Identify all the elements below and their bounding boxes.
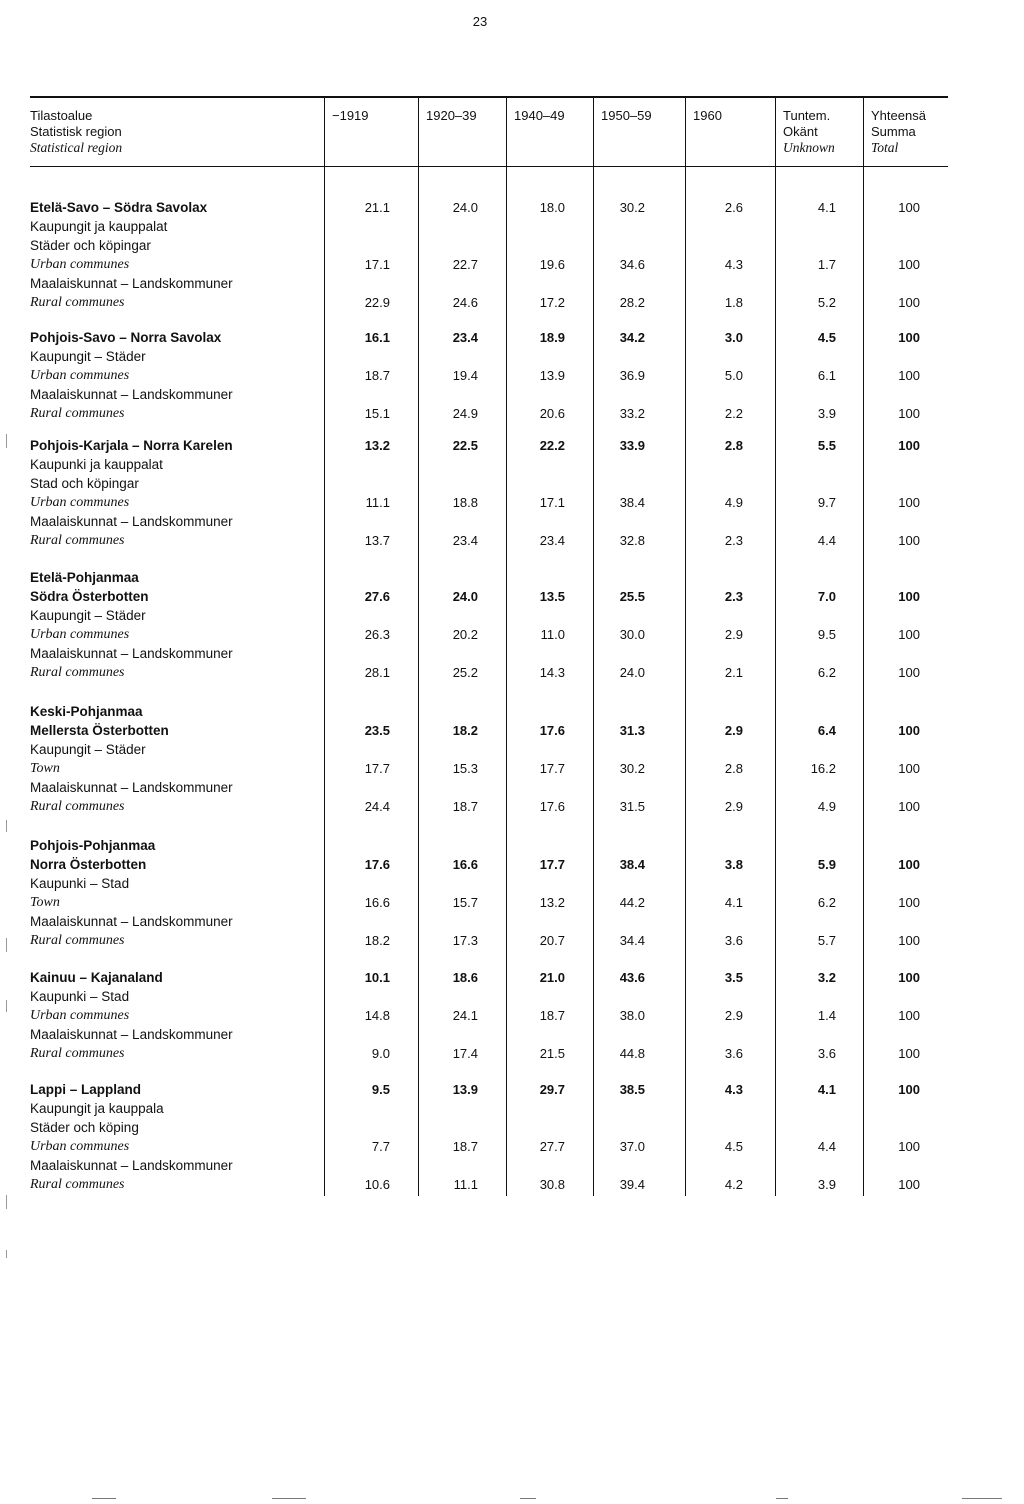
cell-value: 4.3 [724, 257, 743, 272]
table-row [30, 200, 948, 218]
region-label-line: Rural communes [30, 295, 125, 310]
region-label-line: Town [30, 895, 60, 910]
cell-value: 22.7 [452, 257, 478, 272]
cell-value: 38.5 [619, 1082, 645, 1097]
cell-value: 19.4 [452, 368, 478, 383]
table-row [30, 627, 948, 645]
header-col-1 [332, 108, 369, 124]
scan-bottom-mark [520, 1498, 536, 1499]
cell-value: 9.5 [371, 1082, 390, 1097]
cell-value: 24.0 [619, 665, 645, 680]
region-label-line: Rural communes [30, 665, 125, 680]
cell-value: 19.6 [539, 257, 565, 272]
cell-value: 1.8 [724, 295, 743, 310]
scan-margin-mark [6, 1195, 7, 1209]
cell-value: 13.5 [539, 589, 565, 604]
region-label-line: Stad och köpingar [30, 476, 139, 491]
cell-value: 17.6 [539, 723, 565, 738]
cell-value: 100 [898, 330, 920, 345]
region-label-line: Urban communes [30, 627, 130, 642]
region-label-line: Rural communes [30, 799, 125, 814]
cell-value: 17.3 [452, 933, 478, 948]
cell-value: 13.2 [539, 895, 565, 910]
cell-value: 28.2 [619, 295, 645, 310]
cell-value: 100 [898, 857, 920, 872]
cell-value: 17.1 [364, 257, 390, 272]
table-row [30, 406, 948, 424]
cell-value: 30.2 [619, 200, 645, 215]
region-label-line: Pohjois-Savo – Norra Savolax [30, 330, 222, 345]
table-row [30, 1008, 948, 1026]
region-label-line: Etelä-Savo – Södra Savolax [30, 200, 208, 215]
cell-value: 34.4 [619, 933, 645, 948]
cell-value: 3.8 [724, 857, 743, 872]
cell-value: 17.7 [539, 857, 565, 872]
cell-value: 16.6 [452, 857, 478, 872]
cell-value: 9.5 [817, 627, 836, 642]
cell-value: 2.2 [724, 406, 743, 421]
cell-value: 100 [898, 1008, 920, 1023]
header-col-2 [426, 108, 477, 124]
cell-value: 5.5 [817, 438, 836, 453]
header-region [30, 108, 122, 156]
table-row [30, 799, 948, 817]
cell-value: 16.1 [364, 330, 390, 345]
cell-value: 2.8 [724, 761, 743, 776]
table-row [30, 1177, 948, 1195]
region-label-line: Kaupunki – Stad [30, 876, 130, 891]
cell-value: 3.5 [724, 970, 743, 985]
cell-value: 100 [898, 533, 920, 548]
region-label-line: Lappi – Lappland [30, 1082, 142, 1097]
cell-value: 20.6 [539, 406, 565, 421]
scan-margin-mark [6, 434, 7, 448]
region-label-line: Kaupungit – Städer [30, 742, 146, 757]
cell-value: 1.4 [817, 1008, 836, 1023]
region-label-line: Kaupungit ja kauppalat [30, 219, 168, 234]
region-label-line: Städer och köpingar [30, 238, 151, 253]
cell-value: 3.2 [817, 970, 836, 985]
scan-bottom-mark [92, 1498, 116, 1499]
cell-value: 100 [898, 1082, 920, 1097]
cell-value: 17.1 [539, 495, 565, 510]
region-label-line: Urban communes [30, 1139, 130, 1154]
cell-value: 100 [898, 761, 920, 776]
header-col-7-line-3: Total [871, 140, 899, 155]
table-row [30, 1082, 948, 1100]
cell-value: 2.1 [724, 665, 743, 680]
cell-value: 17.6 [539, 799, 565, 814]
cell-value: 3.9 [817, 1177, 836, 1192]
region-label-line: Maalaiskunnat – Landskommuner [30, 646, 233, 661]
cell-value: 13.9 [539, 368, 565, 383]
region-label-line: Rural communes [30, 1177, 125, 1192]
cell-value: 15.7 [452, 895, 478, 910]
region-label-line: Maalaiskunnat – Landskommuner [30, 914, 233, 929]
header-bottom-rule [30, 166, 948, 167]
cell-value: 34.6 [619, 257, 645, 272]
cell-value: 31.3 [619, 723, 645, 738]
cell-value: 24.1 [452, 1008, 478, 1023]
cell-value: 3.6 [724, 933, 743, 948]
cell-value: 6.2 [817, 895, 836, 910]
scan-margin-mark [6, 1000, 7, 1012]
cell-value: 24.6 [452, 295, 478, 310]
header-col-7 [871, 108, 926, 156]
cell-value: 100 [898, 970, 920, 985]
header-col-6-line-3: Unknown [783, 140, 835, 155]
table-row [30, 933, 948, 951]
region-label-line: Town [30, 761, 60, 776]
cell-value: 17.6 [364, 857, 390, 872]
cell-value: 22.2 [539, 438, 565, 453]
table-row [30, 330, 948, 348]
table-row [30, 761, 948, 779]
cell-value: 18.0 [539, 200, 565, 215]
header-col-7-line-1: Yhteensä [871, 108, 926, 123]
cell-value: 4.1 [817, 1082, 836, 1097]
cell-value: 28.1 [364, 665, 390, 680]
region-label-line: Städer och köping [30, 1120, 139, 1135]
table-top-rule [30, 96, 948, 98]
cell-value: 3.6 [724, 1046, 743, 1061]
cell-value: 22.5 [452, 438, 478, 453]
cell-value: 17.7 [539, 761, 565, 776]
cell-value: 100 [898, 200, 920, 215]
header-region-sv: Statistisk region [30, 124, 122, 139]
region-label-line: Keski-Pohjanmaa [30, 704, 143, 719]
cell-value: 20.7 [539, 933, 565, 948]
cell-value: 100 [898, 1177, 920, 1192]
header-col-6-line-2: Okänt [783, 124, 818, 139]
cell-value: 43.6 [619, 970, 645, 985]
cell-value: 37.0 [619, 1139, 645, 1154]
header-col-3 [514, 108, 565, 124]
cell-value: 18.7 [364, 368, 390, 383]
cell-value: 10.1 [364, 970, 390, 985]
region-label-line: Kaupunki – Stad [30, 989, 130, 1004]
cell-value: 2.9 [724, 723, 743, 738]
region-label-line: Kaupungit ja kauppala [30, 1101, 164, 1116]
table-row [30, 1046, 948, 1064]
cell-value: 16.2 [810, 761, 836, 776]
cell-value: 100 [898, 406, 920, 421]
cell-value: 7.7 [371, 1139, 390, 1154]
scan-margin-mark [6, 820, 7, 832]
region-label-line: Etelä-Pohjanmaa [30, 570, 139, 585]
region-label-line: Maalaiskunnat – Landskommuner [30, 1027, 233, 1042]
header-col-1-line-1: −1919 [332, 108, 369, 123]
cell-value: 5.9 [817, 857, 836, 872]
cell-value: 18.6 [452, 970, 478, 985]
cell-value: 100 [898, 723, 920, 738]
cell-value: 25.2 [452, 665, 478, 680]
cell-value: 38.4 [619, 495, 645, 510]
cell-value: 23.5 [364, 723, 390, 738]
cell-value: 18.7 [452, 1139, 478, 1154]
table-row [30, 895, 948, 913]
cell-value: 44.2 [619, 895, 645, 910]
region-label-line: Kaupunki ja kauppalat [30, 457, 163, 472]
cell-value: 4.1 [817, 200, 836, 215]
cell-value: 9.0 [371, 1046, 390, 1061]
cell-value: 14.3 [539, 665, 565, 680]
region-label-line: Urban communes [30, 368, 130, 383]
cell-value: 100 [898, 295, 920, 310]
cell-value: 9.7 [817, 495, 836, 510]
table-row [30, 495, 948, 513]
region-label-line: Urban communes [30, 1008, 130, 1023]
table-row [30, 665, 948, 683]
cell-value: 17.7 [364, 761, 390, 776]
cell-value: 32.8 [619, 533, 645, 548]
cell-value: 3.0 [724, 330, 743, 345]
cell-value: 15.3 [452, 761, 478, 776]
region-label-line: Mellersta Österbotten [30, 723, 169, 738]
scan-margin-mark [6, 1250, 7, 1258]
cell-value: 4.3 [724, 1082, 743, 1097]
cell-value: 4.9 [724, 495, 743, 510]
cell-value: 100 [898, 368, 920, 383]
cell-value: 5.2 [817, 295, 836, 310]
header-col-4-line-1: 1950–59 [601, 108, 652, 123]
cell-value: 11.1 [365, 495, 390, 510]
cell-value: 38.0 [619, 1008, 645, 1023]
region-label-line: Rural communes [30, 933, 125, 948]
cell-value: 100 [898, 895, 920, 910]
cell-value: 22.9 [364, 295, 390, 310]
cell-value: 1.7 [817, 257, 836, 272]
cell-value: 4.4 [817, 1139, 836, 1154]
cell-value: 14.8 [364, 1008, 390, 1023]
cell-value: 100 [898, 627, 920, 642]
region-label-line: Södra Österbotten [30, 589, 149, 604]
cell-value: 6.2 [817, 665, 836, 680]
header-col-3-line-1: 1940–49 [514, 108, 565, 123]
cell-value: 18.2 [364, 933, 390, 948]
region-label-line: Norra Österbotten [30, 857, 147, 872]
region-label-line: Rural communes [30, 533, 125, 548]
region-label-line: Pohjois-Karjala – Norra Karelen [30, 438, 233, 453]
region-label-line: Maalaiskunnat – Landskommuner [30, 780, 233, 795]
header-col-6 [783, 108, 835, 156]
cell-value: 13.2 [364, 438, 390, 453]
header-col-5-line-1: 1960 [693, 108, 722, 123]
cell-value: 39.4 [619, 1177, 645, 1192]
scan-bottom-mark [776, 1498, 788, 1499]
cell-value: 23.4 [452, 533, 478, 548]
table-row [30, 1139, 948, 1157]
cell-value: 36.9 [619, 368, 645, 383]
cell-value: 2.3 [724, 589, 743, 604]
table-row [30, 368, 948, 386]
scan-margin-mark [6, 938, 7, 952]
cell-value: 2.8 [724, 438, 743, 453]
cell-value: 30.8 [539, 1177, 565, 1192]
region-label-line: Rural communes [30, 1046, 125, 1061]
scan-bottom-mark [962, 1498, 1002, 1499]
cell-value: 16.6 [364, 895, 390, 910]
header-col-2-line-1: 1920–39 [426, 108, 477, 123]
cell-value: 3.6 [817, 1046, 836, 1061]
table-row [30, 723, 948, 741]
cell-value: 44.8 [619, 1046, 645, 1061]
region-label-line: Maalaiskunnat – Landskommuner [30, 276, 233, 291]
cell-value: 38.4 [619, 857, 645, 872]
cell-value: 13.9 [452, 1082, 478, 1097]
header-col-7-line-2: Summa [871, 124, 916, 139]
region-label-line: Rural communes [30, 406, 125, 421]
cell-value: 100 [898, 438, 920, 453]
cell-value: 2.3 [724, 533, 743, 548]
table-row [30, 438, 948, 456]
cell-value: 100 [898, 495, 920, 510]
cell-value: 15.1 [364, 406, 390, 421]
cell-value: 5.7 [817, 933, 836, 948]
cell-value: 27.6 [364, 589, 390, 604]
region-label-line: Kaupungit – Städer [30, 608, 146, 623]
cell-value: 23.4 [452, 330, 478, 345]
cell-value: 10.6 [364, 1177, 390, 1192]
page-number: 23 [472, 14, 488, 29]
cell-value: 4.4 [817, 533, 836, 548]
table-row [30, 589, 948, 607]
cell-value: 23.4 [539, 533, 565, 548]
cell-value: 4.5 [817, 330, 836, 345]
cell-value: 18.7 [539, 1008, 565, 1023]
cell-value: 26.3 [364, 627, 390, 642]
region-label-line: Kainuu – Kajanaland [30, 970, 163, 985]
cell-value: 24.4 [364, 799, 390, 814]
cell-value: 24.0 [452, 589, 478, 604]
data-table [30, 96, 948, 1196]
cell-value: 29.7 [539, 1082, 565, 1097]
header-region-fi: Tilastoalue [30, 108, 93, 123]
cell-value: 34.2 [619, 330, 645, 345]
cell-value: 30.0 [619, 627, 645, 642]
region-label-line: Maalaiskunnat – Landskommuner [30, 514, 233, 529]
table-row [30, 533, 948, 551]
header-col-6-line-1: Tuntem. [783, 108, 831, 123]
table-row [30, 257, 948, 275]
cell-value: 3.9 [817, 406, 836, 421]
header-col-5 [693, 108, 722, 124]
cell-value: 18.7 [452, 799, 478, 814]
table-row [30, 970, 948, 988]
cell-value: 100 [898, 1139, 920, 1154]
cell-value: 18.2 [452, 723, 478, 738]
cell-value: 2.6 [724, 200, 743, 215]
region-label-line: Urban communes [30, 257, 130, 272]
header-region-en: Statistical region [30, 140, 123, 155]
cell-value: 18.9 [539, 330, 565, 345]
region-label-line: Pohjois-Pohjanmaa [30, 838, 156, 853]
cell-value: 30.2 [619, 761, 645, 776]
cell-value: 100 [898, 257, 920, 272]
cell-value: 33.2 [619, 406, 645, 421]
region-label-line: Urban communes [30, 495, 130, 510]
cell-value: 4.5 [724, 1139, 743, 1154]
cell-value: 17.2 [539, 295, 565, 310]
cell-value: 100 [898, 799, 920, 814]
region-label-line: Maalaiskunnat – Landskommuner [30, 387, 233, 402]
cell-value: 4.2 [724, 1177, 743, 1192]
table-row [30, 295, 948, 313]
cell-value: 24.9 [452, 406, 478, 421]
cell-value: 18.8 [452, 495, 478, 510]
cell-value: 21.5 [539, 1046, 565, 1061]
cell-value: 33.9 [619, 438, 645, 453]
cell-value: 11.0 [540, 627, 565, 642]
cell-value: 2.9 [724, 627, 743, 642]
cell-value: 21.1 [364, 200, 390, 215]
cell-value: 7.0 [817, 589, 836, 604]
cell-value: 24.0 [452, 200, 478, 215]
cell-value: 4.1 [724, 895, 743, 910]
cell-value: 13.7 [364, 533, 390, 548]
cell-value: 17.4 [452, 1046, 478, 1061]
region-label-line: Kaupungit – Städer [30, 349, 146, 364]
cell-value: 100 [898, 933, 920, 948]
cell-value: 4.9 [817, 799, 836, 814]
cell-value: 31.5 [619, 799, 645, 814]
cell-value: 11.1 [453, 1177, 478, 1192]
cell-value: 100 [898, 589, 920, 604]
region-label-line: Maalaiskunnat – Landskommuner [30, 1158, 233, 1173]
cell-value: 25.5 [619, 589, 645, 604]
cell-value: 27.7 [539, 1139, 565, 1154]
cell-value: 2.9 [724, 799, 743, 814]
cell-value: 2.9 [724, 1008, 743, 1023]
cell-value: 6.1 [817, 368, 836, 383]
table-row [30, 857, 948, 875]
header-col-4 [601, 108, 652, 124]
cell-value: 21.0 [539, 970, 565, 985]
scan-bottom-mark [272, 1498, 306, 1499]
cell-value: 20.2 [452, 627, 478, 642]
cell-value: 6.4 [817, 723, 836, 738]
cell-value: 100 [898, 665, 920, 680]
cell-value: 5.0 [724, 368, 743, 383]
cell-value: 100 [898, 1046, 920, 1061]
